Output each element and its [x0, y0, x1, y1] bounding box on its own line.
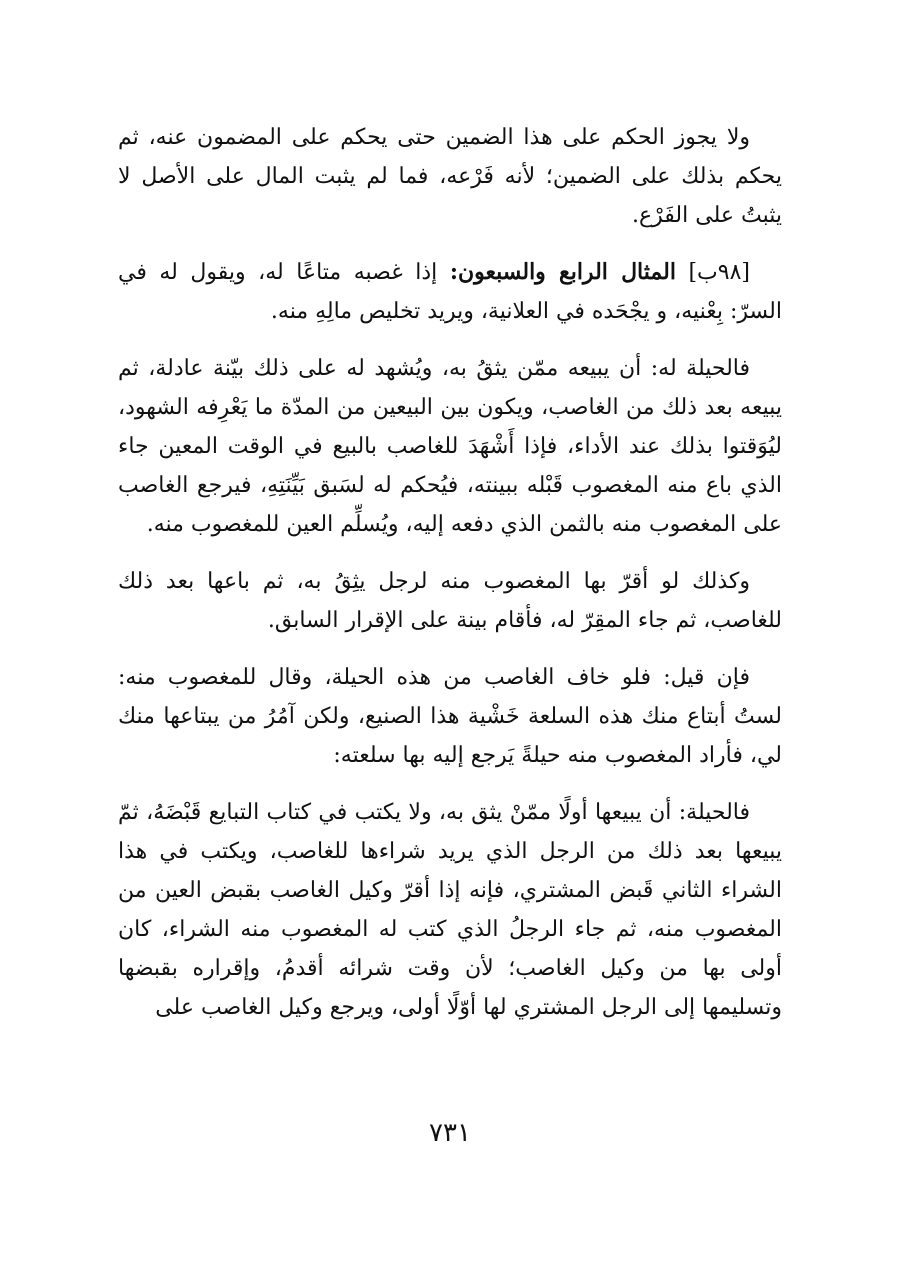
folio-reference: [٩٨ب]	[688, 260, 750, 285]
page-number: ٧٣١	[429, 1118, 471, 1148]
document-page	[118, 118, 782, 1045]
paragraph-1	[118, 118, 782, 235]
paragraph-text: إذا غصبه متاعًا له، ويقول له في السرّ: بِعْنيه، و يجْحَده في العلانية، ويريد تخليص مالِهِ منه.	[118, 260, 782, 324]
paragraph-4	[118, 562, 782, 640]
paragraph-text: فالحيلة له: أن يبيعه ممّن يثقُ به، ويُشهد له على ذلك بيّنة عادلة، ثم يبيعه بعد ذلك من الغاصب، ويكون بين البيعين من المدّة ما يَعْرِفه الشهود، ليُوَقتوا بذلك عند الأداء، فإذا أَشْهَدَ للغاصب بالبيع في الوقت المعين جاء الذي باع منه المغصوب قَبْله ببينته، فيُحكم له لسَبق بَيِّنَتِهِ، فيرجع الغاصب على المغصوب منه بالثمن الذي دفعه إليه، ويُسلِّم العين للمغصوب منه.	[118, 356, 782, 537]
section-heading: المثال الرابع والسبعون:	[449, 259, 676, 285]
paragraph-text: ولا يجوز الحكم على هذا الضمين حتى يحكم على المضمون عنه، ثم يحكم بذلك على الضمين؛ لأنه فَرْعه، فما لم يثبت المال على الأصل لا يثبتُ على الفَرْع.	[118, 125, 782, 228]
paragraph-2	[118, 253, 782, 331]
paragraph-text: فالحيلة: أن يبيعها أولًا ممّنْ يثق به، ولا يكتب في كتاب التبايع قَبْضَهُ، ثمّ يبيعها بعد ذلك من الرجل الذي يريد شراءها للغاصب، ويكتب في هذا الشراء الثاني قَبض المشتري، فإنه إذا أقرّ وكيل الغاصب بقبض العين من المغصوب منه، ثم جاء الرجلُ الذي كتب له المغصوب منه الشراء، كان أولى بها من وكيل الغاصب؛ لأن وقت شرائه أقدمُ، وإقراره بقبضها وتسليمها إلى الرجل المشتري لها أوّلًا أولى، ويرجع وكيل الغاصب على	[118, 800, 782, 1020]
paragraph-3	[118, 349, 782, 544]
paragraph-text: وكذلك لو أقرّ بها المغصوب منه لرجل يثِقُ به، ثم باعها بعد ذلك للغاصب، ثم جاء المقِرّ له، فأقام بينة على الإقرار السابق.	[118, 569, 782, 633]
paragraph-5	[118, 658, 782, 775]
paragraph-6	[118, 793, 782, 1027]
paragraph-text: فإن قيل: فلو خاف الغاصب من هذه الحيلة، وقال للمغصوب منه: لستُ أبتاع منك هذه السلعة خَشْية هذا الصنيع، ولكن آمُرُ من يبتاعها منك لي، فأراد المغصوب منه حيلةً يَرجع إليه بها سلعته:	[118, 665, 782, 768]
